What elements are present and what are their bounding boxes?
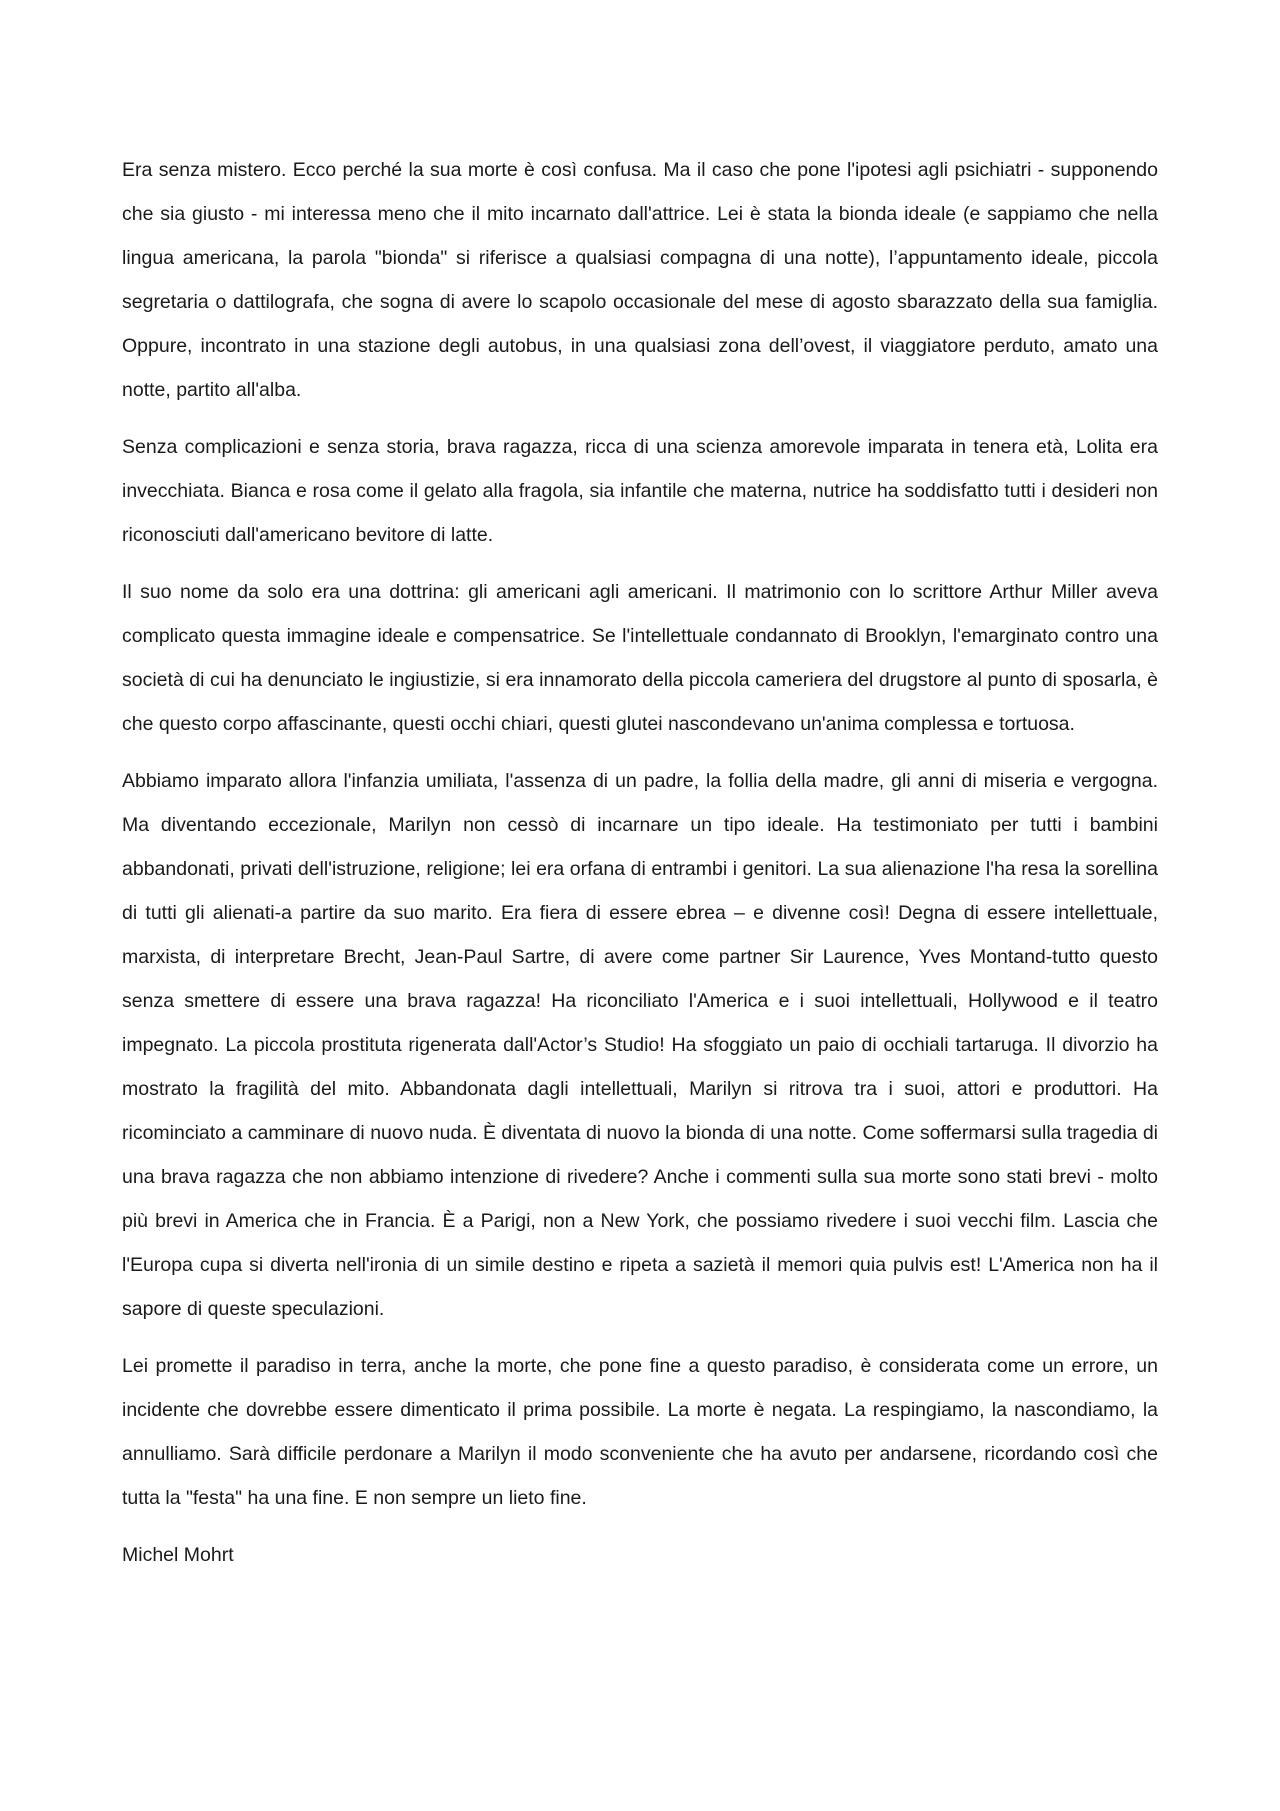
paragraph-5: Lei promette il paradiso in terra, anche la morte, che pone fine a questo paradiso, è considerata come un errore, un incidente che dovrebbe essere dimenticato il prima possibile. La morte è negata. La respingiamo, la nascondiamo, la annulliamo. Sarà difficile perdonare a Marilyn il modo sconveniente che ha avuto per andarsene, ricordando così che tutta la "festa" ha una fine. E non sempre un lieto fine.: [122, 1355, 1158, 1509]
paragraph-3: Il suo nome da solo era una dottrina: gli americani agli americani. Il matrimonio con lo scrittore Arthur Miller aveva complicato questa immagine ideale e compensatrice. Se l'intellettuale condannato di Brooklyn, l'emarginato contro una società di cui ha denunciato le ingiustizie, si era innamorato della piccola cameriera del drugstore al punto di sposarla, è che questo corpo affascinante, questi occhi chiari, questi glutei nascondevano un'anima complessa e tortuosa.: [122, 581, 1158, 735]
paragraph-4: Abbiamo imparato allora l'infanzia umiliata, l'assenza di un padre, la follia della madre, gli anni di miseria e vergogna. Ma diventando eccezionale, Marilyn non cessò di incarnare un tipo ideale. Ha testimoniato per tutti i bambini abbandonati, privati dell'istruzione, religione; lei era orfana di entrambi i genitori. La sua alienazione l'ha resa la sorellina di tutti gli alienati-a partire da suo marito. Era fiera di essere ebrea – e divenne così! Degna di essere intellettuale, marxista, di interpretare Brecht, Jean-Paul Sartre, di avere come partner Sir Laurence, Yves Montand-tutto questo senza smettere di essere una brava ragazza! Ha riconciliato l'America e i suoi intellettuali, Hollywood e il teatro impegnato. La piccola prostituta rigenerata dall'Actor’s Studio! Ha sfoggiato un paio di occhiali tartaruga. Il divorzio ha mostrato la fragilità del mito. Abbandonata dagli intellettuali, Marilyn si ritrova tra i suoi, attori e produttori. Ha ricominciato a camminare di nuovo nuda. È diventata di nuovo la bionda di una notte. Come soffermarsi sulla tragedia di una brava ragazza che non abbiamo intenzione di rivedere? Anche i commenti sulla sua morte sono stati brevi - molto più brevi in America che in Francia. È a Parigi, non a New York, che possiamo rivedere i suoi vecchi film. Lascia che l'Europa cupa si diverta nell'ironia di un simile destino e ripeta a sazietà il memori quia pulvis est! L'America non ha il sapore di queste speculazioni.: [122, 770, 1158, 1320]
paragraph-2: Senza complicazioni e senza storia, brava ragazza, ricca di una scienza amorevole imparata in tenera età, Lolita era invecchiata. Bianca e rosa come il gelato alla fragola, sia infantile che materna, nutrice ha soddisfatto tutti i desideri non riconosciuti dall'americano bevitore di latte.: [122, 436, 1158, 546]
author-signature: Michel Mohrt: [122, 1544, 234, 1566]
article-body: [122, 148, 1158, 1577]
paragraph-1: Era senza mistero. Ecco perché la sua morte è così confusa. Ma il caso che pone l'ipotesi agli psichiatri - supponendo che sia giusto - mi interessa meno che il mito incarnato dall'attrice. Lei è stata la bionda ideale (e sappiamo che nella lingua americana, la parola "bionda" si riferisce a qualsiasi compagna di una notte), l’appuntamento ideale, piccola segretaria o dattilografa, che sogna di avere lo scapolo occasionale del mese di agosto sbarazzato della sua famiglia. Oppure, incontrato in una stazione degli autobus, in una qualsiasi zona dell’ovest, il viaggiatore perduto, amato una notte, partito all'alba.: [122, 159, 1158, 401]
